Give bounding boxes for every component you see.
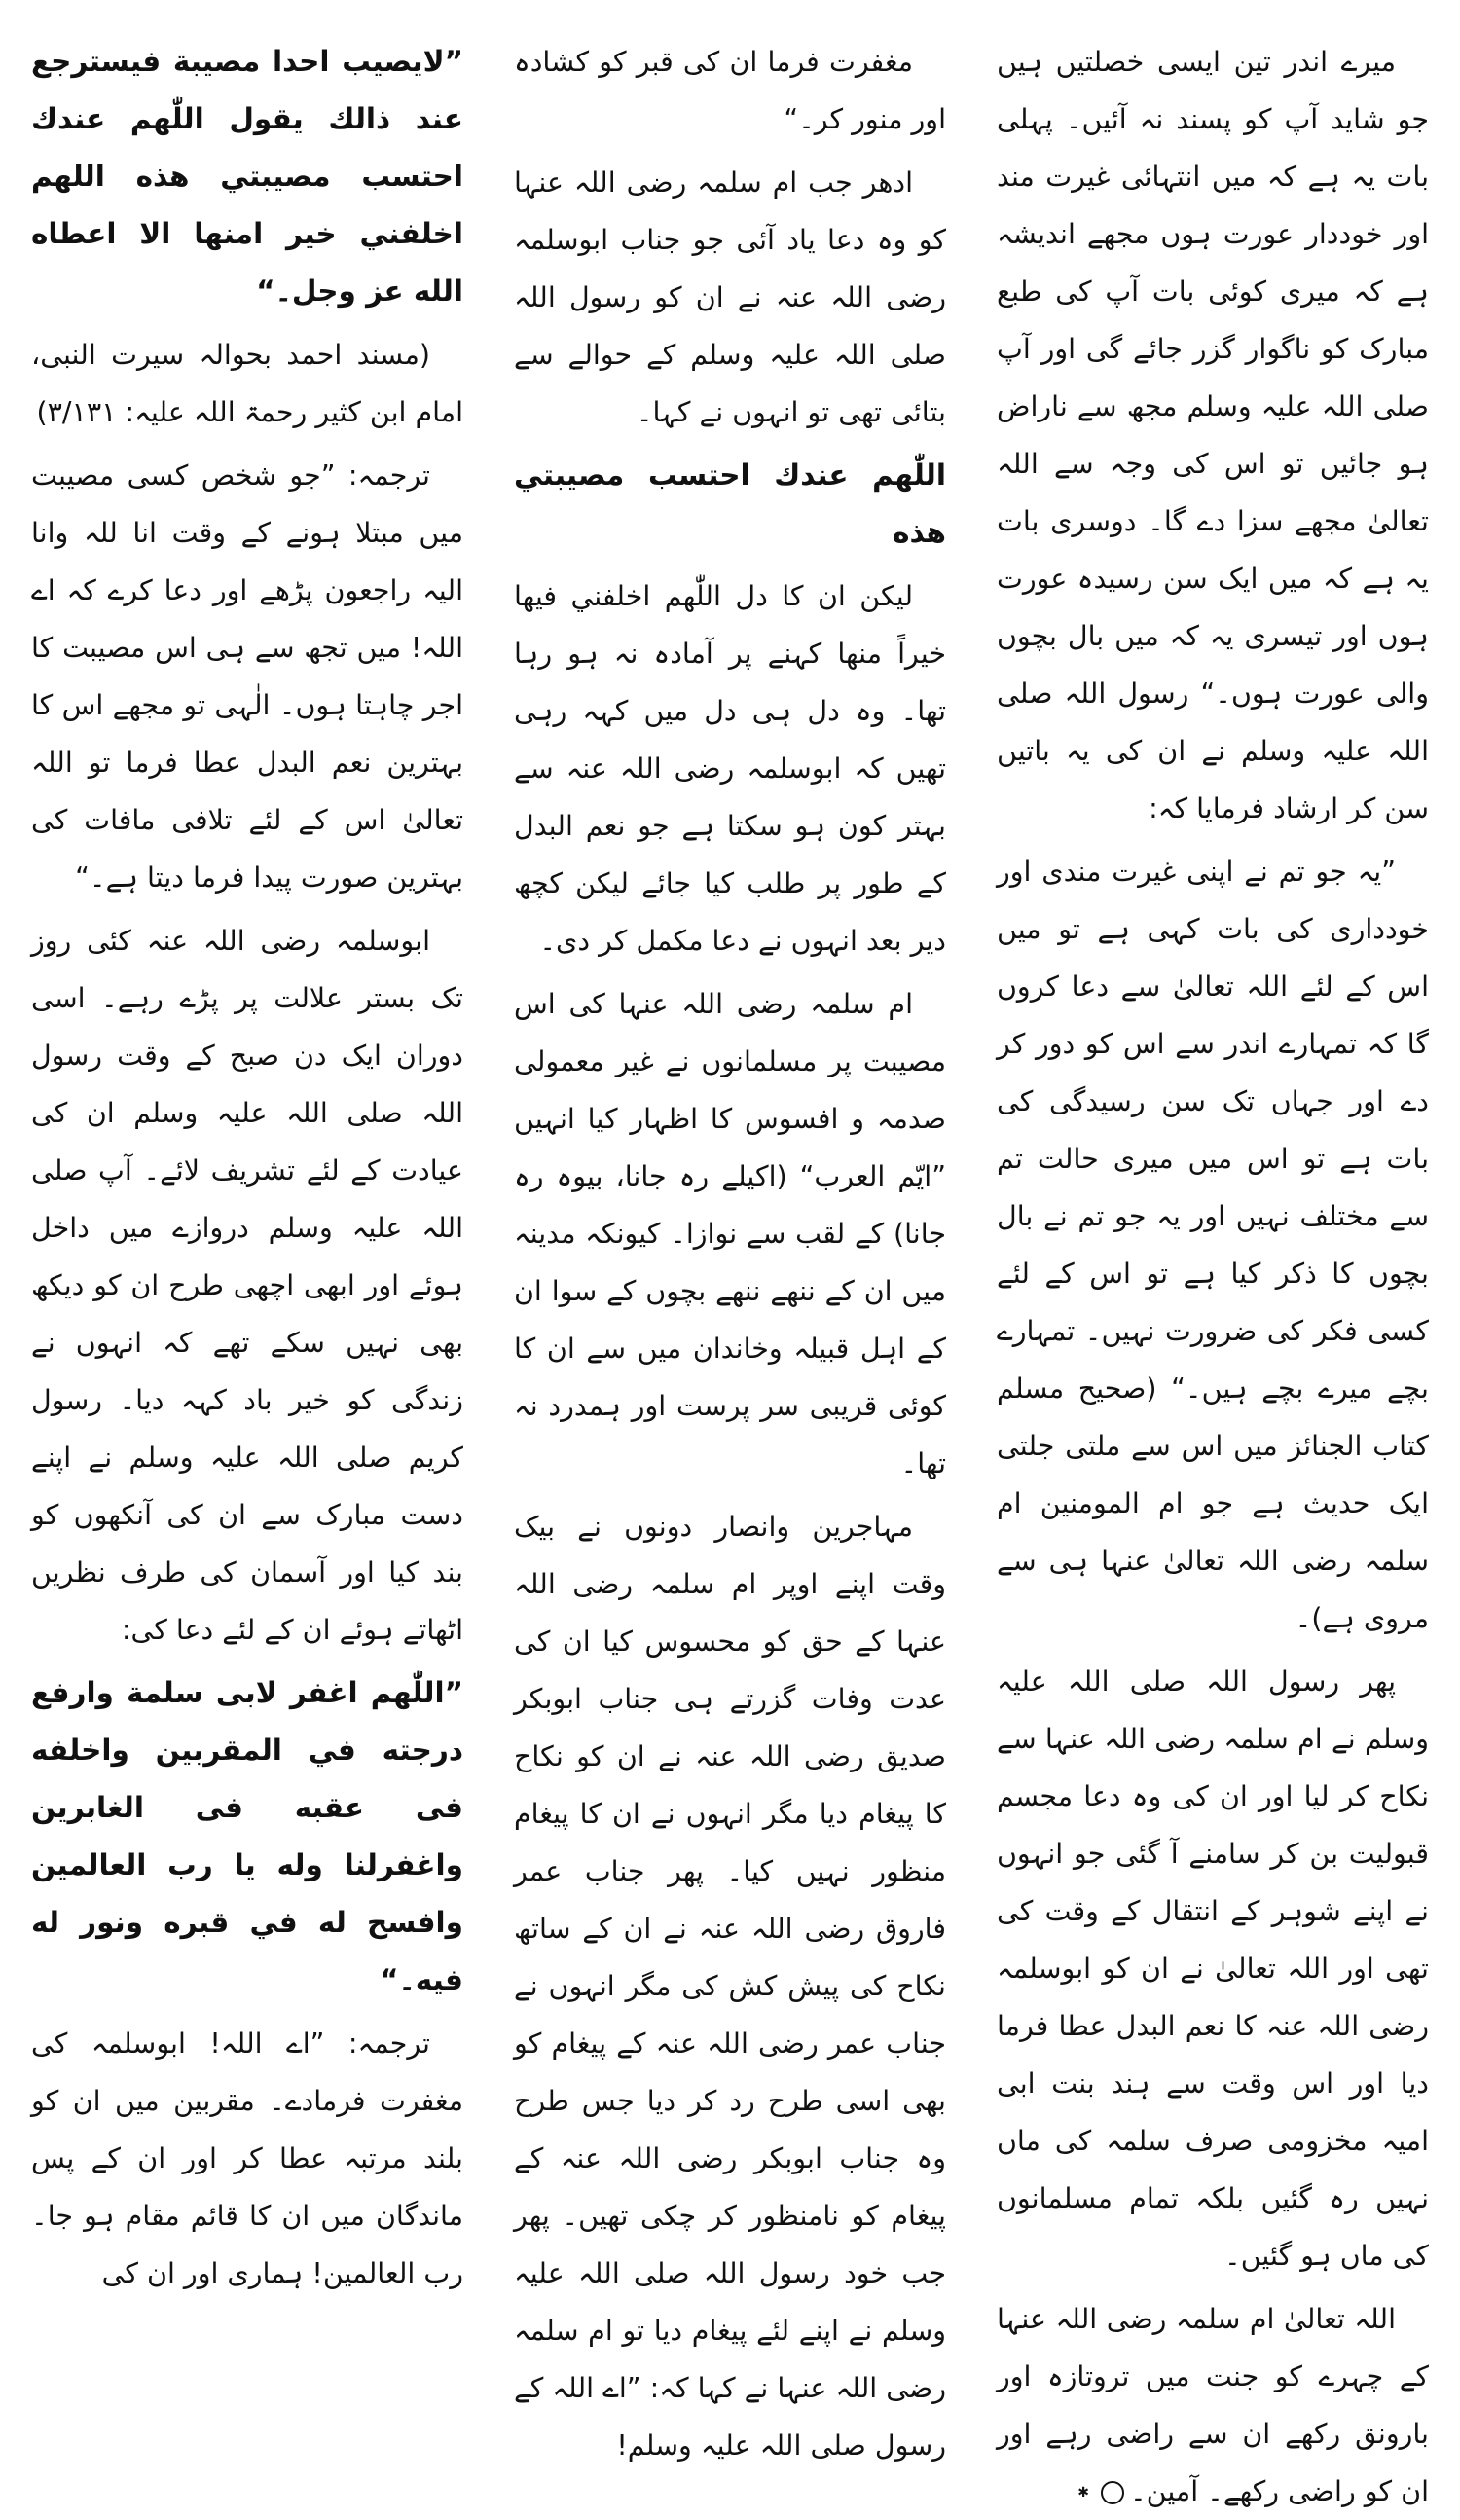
arabic-dua-paragraph: ”لايصيب احدا مصيبة فيسترجع عند ذالك يقول اللّٰهم عندك احتسب مصيبتي هذه اللهم اخلفني خير امنها الا اعطاه الله عز وجل۔“ [31, 45, 463, 308]
article-paragraph: ترجمہ: ”اے اللہ! ابوسلمہ کی مغفرت فرمادے۔ مقربین میں ان کو بلند مرتبہ عطا کر اور ان کے پس ماندگان میں ان کا قائم مقام ہو جا۔ رب العالمین! ہماری اور ان کی [31, 2027, 463, 2289]
column-right [31, 33, 463, 2289]
article-paragraph: لیکن ان کا دل اللّٰهم اخلفني فيها خيراً منها کہنے پر آمادہ نہ ہو رہا تھا۔ وہ دل ہی دل میں کہہ رہی تھیں کہ ابوسلمہ رضی اللہ عنہ سے بہتر کون ہو سکتا ہے جو نعم البدل کے طور پر طلب کیا جائے لیکن کچھ دیر بعد انہوں نے دعا مکمل کر دی۔ [514, 580, 946, 957]
article-paragraph: ابوسلمہ رضی اللہ عنہ کئی روز تک بستر علالت پر پڑے رہے۔ اسی دوران ایک دن صبح کے وقت رسول اللہ صلی اللہ علیہ وسلم ان کی عیادت کے لئے تشریف لائے۔ آپ صلی اللہ علیہ وسلم دروازے میں داخل ہوئے اور ابھی اچھی طرح ان کو دیکھ بھی نہیں سکے تھے کہ انہوں نے زندگی کو خیر باد کہہ دیا۔ رسول کریم صلی اللہ علیہ وسلم نے اپنے دست مبارک سے ان کی آنکھوں کو بند کیا اور آسمان کی طرف نظریں اٹھاتے ہوئے ان کے لئے دعا کی: [31, 925, 463, 1646]
article-paragraph: مہاجرین وانصار دونوں نے بیک وقت اپنے اوپر ام سلمہ رضی اللہ عنہا کے حق کو محسوس کیا ان کی عدت وفات گزرتے ہی جناب ابوبکر صدیق رضی اللہ عنہ نے ان کو نکاح کا پیغام دیا مگر انہوں نے ان کا پیغام منظور نہیں کیا۔ پھر جناب عمر فاروق رضی اللہ عنہ نے ان کے ساتھ نکاح کی پیش کش کی مگر انہوں نے جناب عمر رضی اللہ عنہ کے پیغام کو بھی اسی طرح رد کر دیا جس طرح وہ جناب ابوبکر رضی اللہ عنہ کے پیغام کو نامنظور کر چکی تھیں۔ پھر جب خود رسول اللہ صلی اللہ علیہ وسلم نے اپنے لئے پیغام دیا تو ام سلمہ رضی اللہ عنہا نے کہا کہ: ”اے اللہ کے رسول صلی اللہ علیہ وسلم! [514, 1511, 946, 2462]
article-paragraph: پھر رسول اللہ صلی اللہ علیہ وسلم نے ام سلمہ رضی اللہ عنہا سے نکاح کر لیا اور ان کی وہ دعا مجسم قبولیت بن کر سامنے آ گئی جو انہوں نے اپنے شوہر کے انتقال کے وقت کی تھی اور اللہ تعالیٰ نے ان کو ابوسلمہ رضی اللہ عنہ کا نعم البدل عطا فرما دیا اور اس وقت سے ہند بنت ابی امیہ مخزومی صرف سلمہ کی ماں نہیں رہ گئیں بلکہ تمام مسلمانوں کی ماں ہو گئیں۔ [997, 1665, 1429, 2272]
article-paragraph: مغفرت فرما ان کی قبر کو کشادہ اور منور کر۔“ [514, 46, 946, 135]
article-paragraph: میرے اندر تین ایسی خصلتیں ہیں جو شاید آپ کو پسند نہ آئیں۔ پہلی بات یہ ہے کہ میں انتہائی غیرت مند اور خوددار عورت ہوں مجھے اندیشہ ہے کہ میری کوئی بات آپ کی طبع مبارک کو ناگوار گزر جائے گی اور آپ صلی اللہ علیہ وسلم مجھ سے ناراض ہو جائیں تو اس کی وجہ سے اللہ تعالیٰ مجھے سزا دے گا۔ دوسری بات یہ ہے کہ میں ایک سن رسیدہ عورت ہوں اور تیسری یہ کہ میں بال بچوں والی عورت ہوں۔“ رسول اللہ صلی اللہ علیہ وسلم نے ان کی یہ باتیں سن کر ارشاد فرمایا کہ: [997, 46, 1429, 824]
column-left [997, 33, 1429, 2507]
arabic-dua-paragraph: ”اللّٰهم اغفر لابى سلمة وارفع درجته في المقربين واخلفه فى عقبه فى الغابرين واغفرلنا وله يا رب العالمين وافسح له في قبره ونور له فيه۔“ [31, 1676, 463, 1996]
article-paragraph: اللہ تعالیٰ ام سلمہ رضی اللہ عنہا کے چہرے کو جنت میں تروتازہ اور بارونق رکھے ان سے راضی رہے اور ان کو راضی رکھے۔ آمین۔✱ [997, 2303, 1429, 2507]
article-paragraph: (مسند احمد بحوالہ سیرت النبی، امام ابن کثیر رحمۃ اللہ علیہ: ۳/۱۳۱) [31, 339, 463, 428]
column-middle [514, 33, 946, 2462]
article-paragraph: ادھر جب ام سلمہ رضی اللہ عنہا کو وہ دعا یاد آئی جو جناب ابوسلمہ رضی اللہ عنہ نے ان کو رسول اللہ صلی اللہ علیہ وسلم کے حوالے سے بتائی تھی تو انہوں نے کہا۔ [514, 166, 946, 428]
article-end-mark: ✱ [1101, 2481, 1124, 2504]
arabic-dua-paragraph: اللّٰهم عندك احتسب مصيبتي هذه [514, 458, 946, 549]
article-paragraph: ترجمہ: ”جو شخص کسی مصیبت میں مبتلا ہونے کے وقت انا للہ وانا الیہ راجعون پڑھے اور دعا کرے کہ اے اللہ! میں تجھ سے ہی اس مصیبت کا اجر چاہتا ہوں۔ الٰہی تو مجھے اس کا بہترین نعم البدل عطا فرما تو اللہ تعالیٰ اس کے لئے تلافی مافات کی بہترین صورت پیدا فرما دیتا ہے۔“ [31, 459, 463, 894]
article-paragraph: ام سلمہ رضی اللہ عنہا کی اس مصیبت پر مسلمانوں نے غیر معمولی صدمہ و افسوس کا اظہار کیا انہیں ”ایّم العرب“ (اکیلے رہ جانا، بیوہ رہ جانا) کے لقب سے نوازا۔ کیونکہ مدینہ میں ان کے ننھے ننھے بچوں کے سوا ان کے اہل قبیلہ وخاندان میں سے ان کا کوئی قریبی سر پرست اور ہمدرد نہ تھا۔ [514, 988, 946, 1479]
article-paragraph: ”یہ جو تم نے اپنی غیرت مندی اور خودداری کی بات کہی ہے تو میں اس کے لئے اللہ تعالیٰ سے دعا کروں گا کہ تمہارے اندر سے اس کو دور کر دے اور جہاں تک سن رسیدگی کی بات ہے تو اس میں میری حالت تم سے مختلف نہیں اور یہ جو تم نے بال بچوں کا ذکر کیا ہے تو اس کے لئے کسی فکر کی ضرورت نہیں۔ تمہارے بچے میرے بچے ہیں۔“ (صحیح مسلم کتاب الجنائز میں اس سے ملتی جلتی ایک حدیث ہے جو ام المومنین ام سلمہ رضی اللہ تعالیٰ عنہا ہی سے مروی ہے)۔ [997, 856, 1429, 1634]
